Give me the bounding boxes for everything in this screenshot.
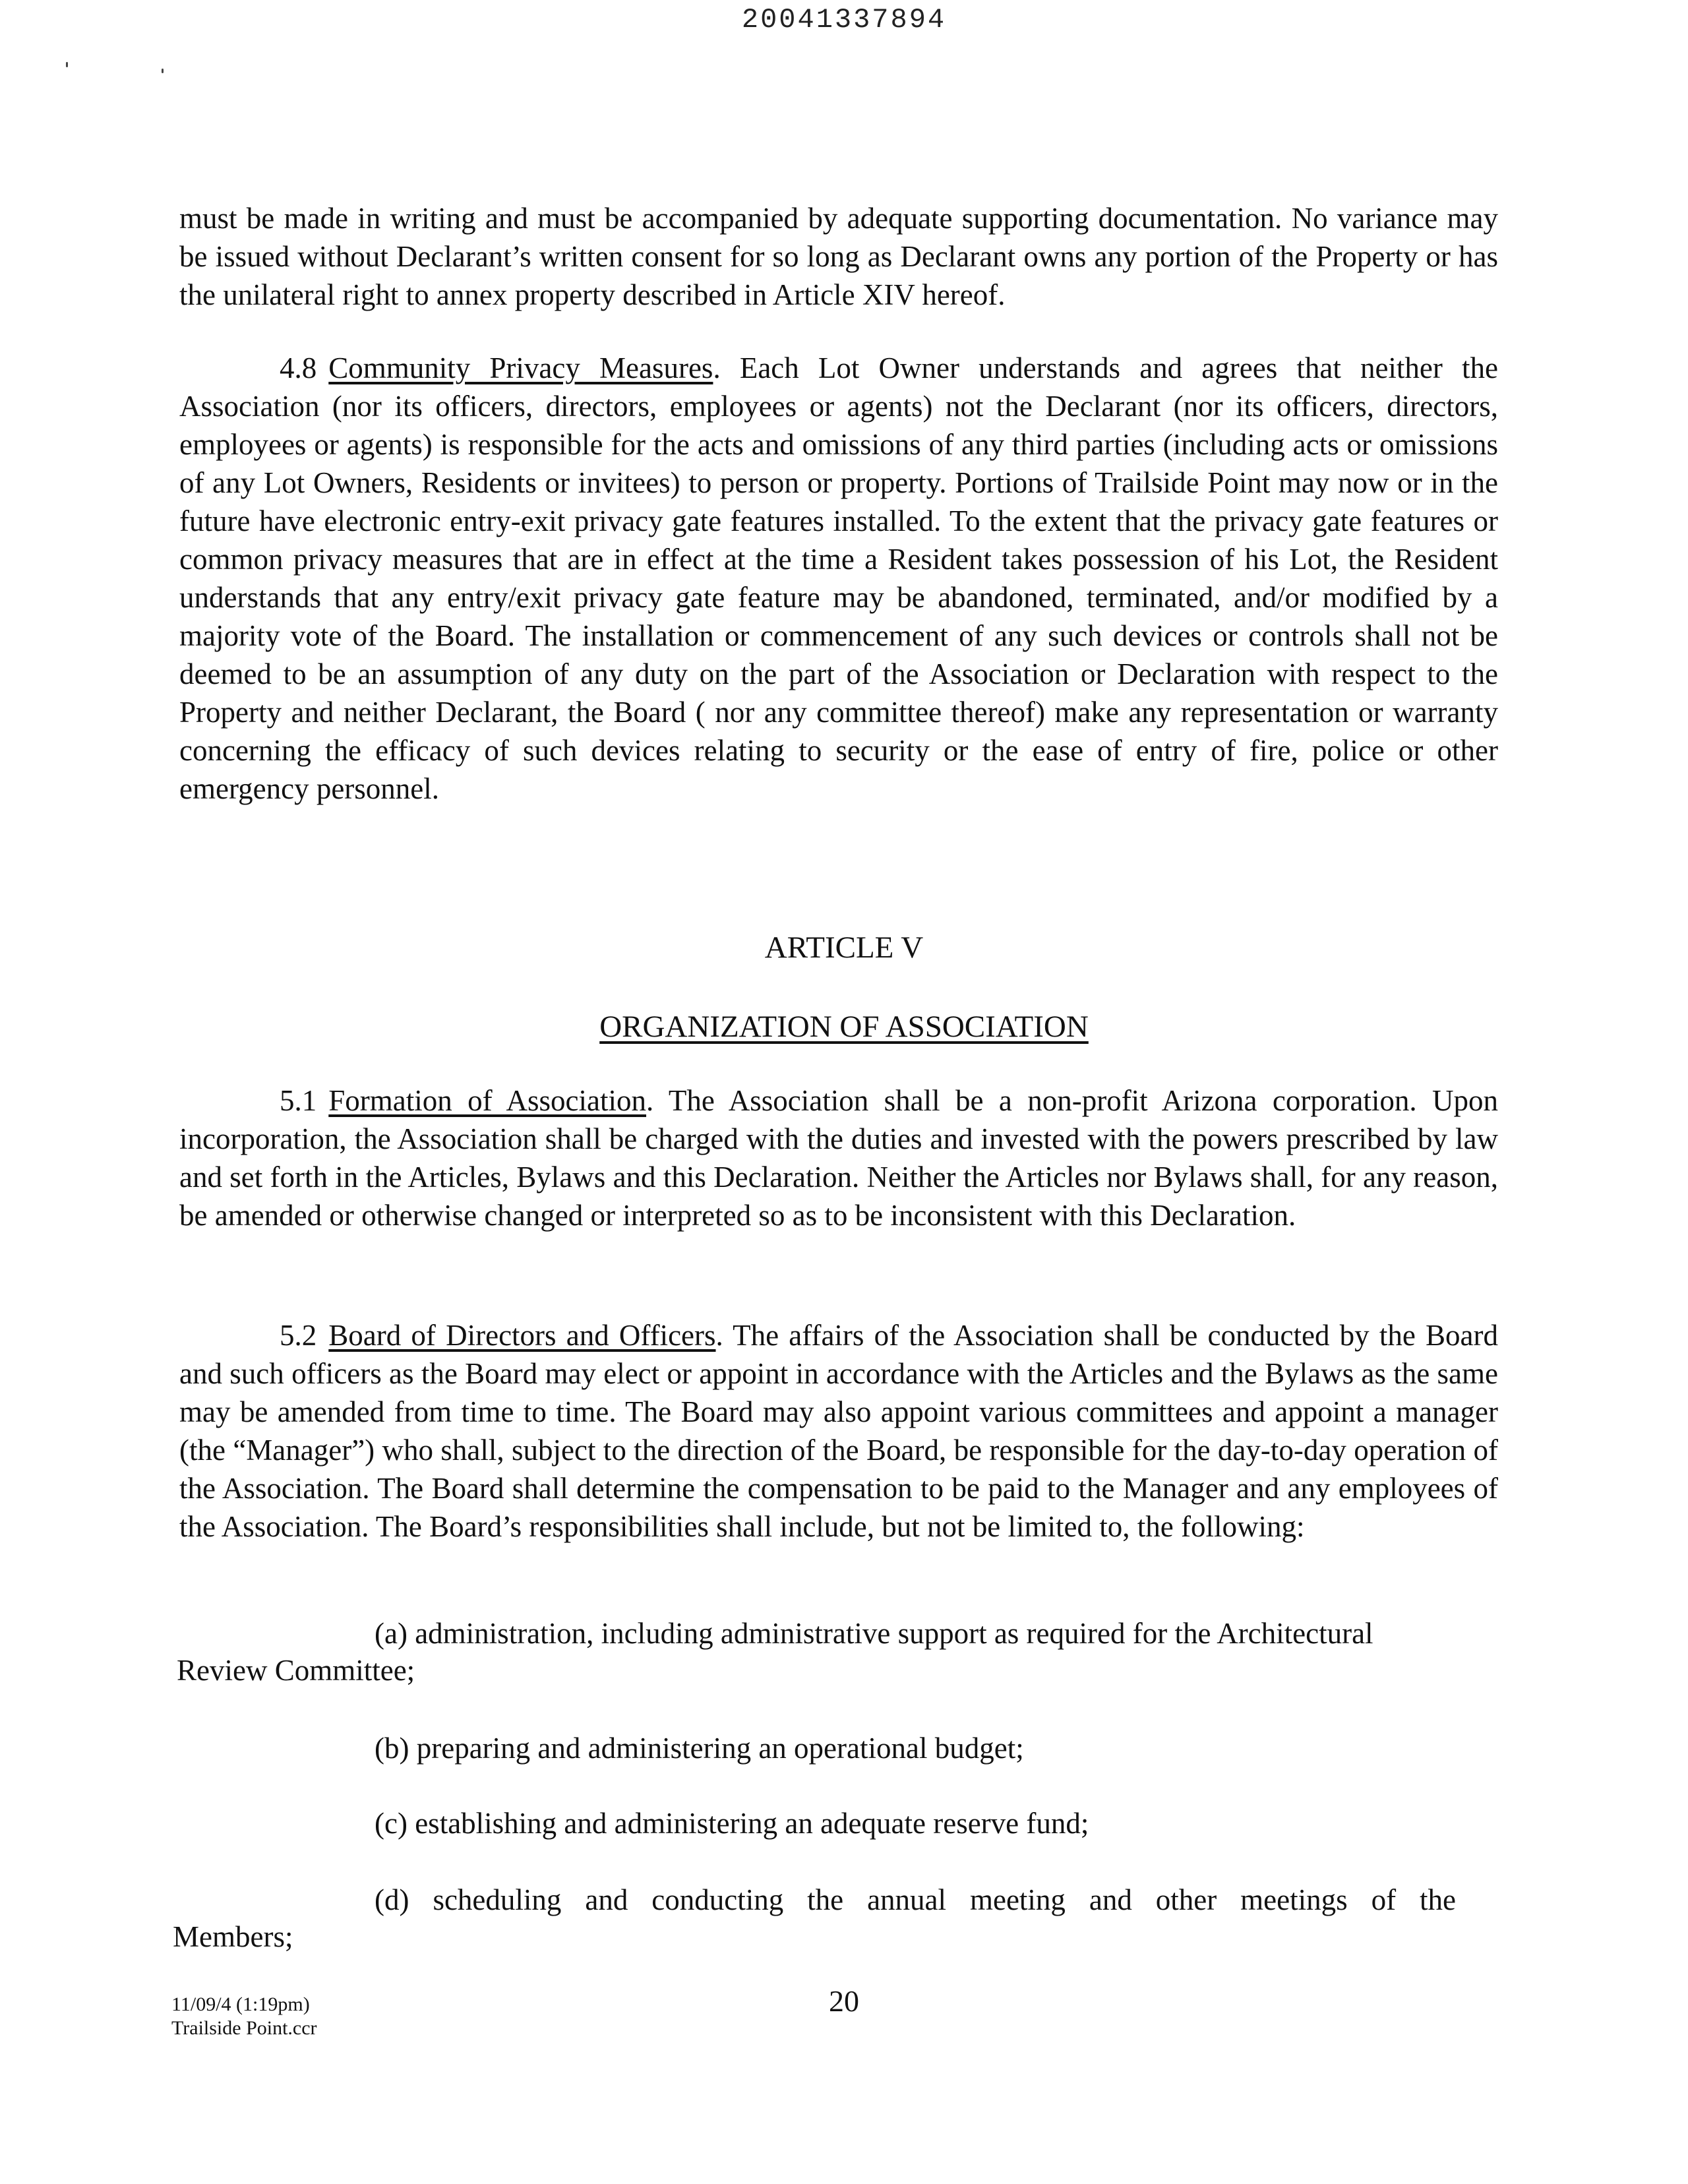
list-text: Review Committee;	[177, 1654, 415, 1687]
list-text: preparing and administering an operational budget;	[416, 1732, 1024, 1765]
section-number: 5.2	[280, 1319, 317, 1352]
list-item-a-continuation	[177, 1651, 415, 1689]
section-title: Community Privacy Measures	[328, 351, 713, 384]
page-number: 20	[829, 1984, 859, 2018]
section-5-1	[179, 1081, 1498, 1234]
list-text: Members;	[173, 1920, 293, 1953]
list-label: (b)	[375, 1732, 409, 1765]
list-text: administration, including administrative support as required for the Architectural	[415, 1617, 1373, 1650]
article-subtitle-text: ORGANIZATION OF ASSOCIATION	[599, 1010, 1089, 1044]
section-number: 4.8	[280, 351, 317, 384]
continuation-text: must be made in writing and must be accompanied by adequate supporting documentation. No variance may be issued without Declarant’s written consent for so long as Declarant owns any portion of the Property or has the unilateral right to annex property described in Article XIV hereof.	[179, 202, 1498, 311]
article-title-text: ARTICLE V	[764, 930, 924, 965]
article-subtitle	[0, 1009, 1688, 1045]
list-item-d	[375, 1881, 1456, 1919]
list-item-c	[375, 1804, 1089, 1842]
list-label: (d)	[375, 1883, 409, 1916]
article-title	[0, 930, 1688, 965]
section-title: Board of Directors and Officers	[328, 1319, 716, 1352]
list-text: establishing and administering an adequate reserve fund;	[415, 1807, 1089, 1840]
list-item-d-continuation	[173, 1918, 293, 1956]
list-text: scheduling and conducting the annual meeting and other meetings of the	[433, 1883, 1456, 1916]
footer-file: Trailside Point.ccr	[171, 2017, 317, 2039]
list-item-a	[375, 1614, 1373, 1653]
footer-date: 11/09/4 (1:19pm)	[171, 1993, 310, 2015]
section-4-8	[179, 349, 1498, 808]
section-5-2	[179, 1316, 1498, 1546]
list-label: (a)	[375, 1617, 407, 1650]
section-text: . The affairs of the Association shall be conducted by the Board and such officers as the Board may elect or appoint in accordance with the Articles and the Bylaws as the same may be amended from time to time. The Board may also appoint various committees and appoint a manager (the “Manager”) who shall, subject to the direction of the Board, be responsible for the day-to-day operation of the Association. The Board shall determine the compensation to be paid to the Manager and any employees of the Association. The Board’s responsibilities shall include, but not be limited to, the following:	[179, 1319, 1498, 1543]
section-text: . The Association shall be a non-profit Arizona corporation. Upon incorporation, the Association shall be charged with the duties and invested with the powers prescribed by law and set forth in the Articles, Bylaws and this Declaration. Neither the Articles nor Bylaws shall, for any reason, be amended or otherwise changed or interpreted so as to be inconsistent with this Declaration.	[179, 1084, 1498, 1232]
list-item-b	[375, 1729, 1024, 1767]
list-label: (c)	[375, 1807, 407, 1840]
continuation-paragraph	[179, 199, 1498, 314]
document-number: 20041337894	[741, 4, 947, 36]
scan-speck	[66, 62, 68, 67]
scan-speck	[162, 69, 164, 73]
section-title: Formation of Association	[328, 1084, 647, 1117]
section-text: . Each Lot Owner understands and agrees that neither the Association (nor its officers, directors, employees or agents) not the Declarant (nor its officers, directors, employees or agents) is responsible for the acts and omissions of any third parties (including acts or omissions of any Lot Owners, Residents or invitees) to person or property. Portions of Trailside Point may now or in the future have electronic entry-exit privacy gate features installed. To the extent that the privacy gate features or common privacy measures that are in effect at the time a Resident takes possession of his Lot, the Resident understands that any entry/exit privacy gate feature may be abandoned, terminated, and/or modified by a majority vote of the Board. The installation or commencement of any such devices or controls shall not be deemed to be an assumption of any duty on the part of the Association or Declaration with respect to the Property and neither Declarant, the Board ( nor any committee thereof) make any representation or warranty concerning the efficacy of such devices relating to security or the ease of entry of fire, police or other emergency personnel.	[179, 351, 1498, 805]
section-number: 5.1	[280, 1084, 317, 1117]
